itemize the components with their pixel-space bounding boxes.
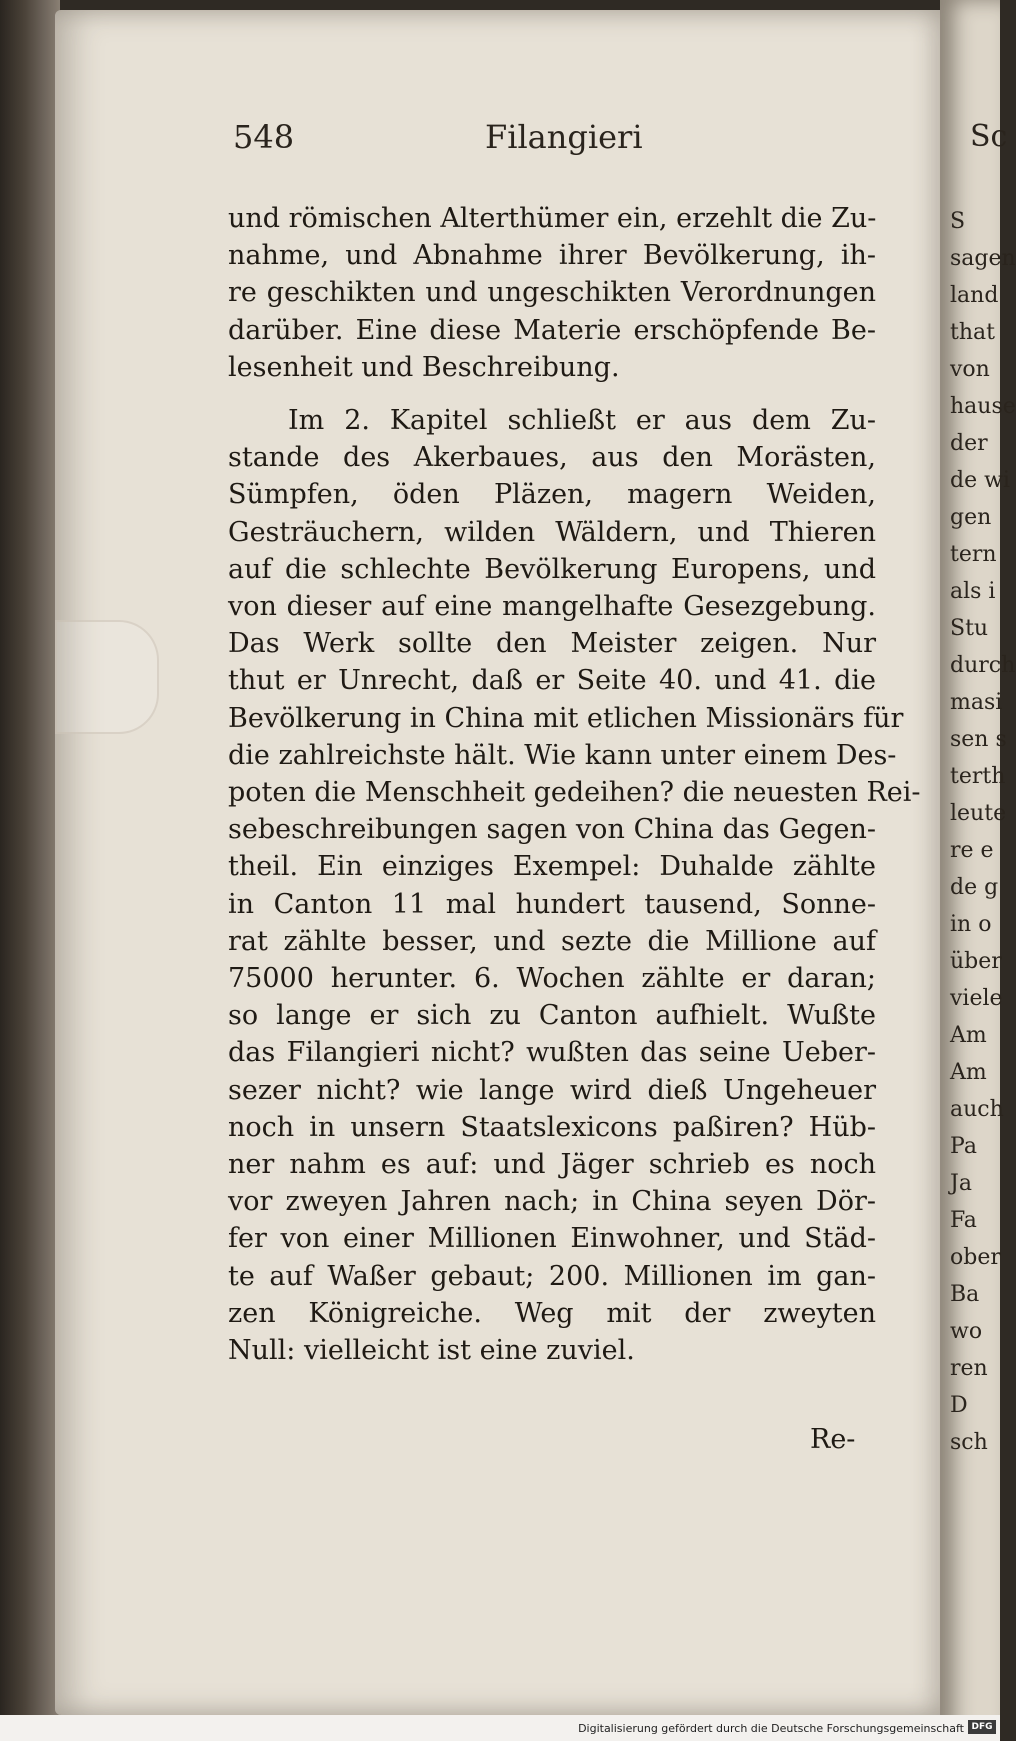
book-edge-left — [0, 0, 60, 1741]
text-line: vor zweyen Jahren nach; in China seyen Dör- — [228, 1186, 876, 1218]
right-line: S — [950, 209, 966, 234]
text-line: die zahlreichste hält. Wie kann unter einem Des- — [228, 739, 897, 771]
page-number: 548 — [233, 118, 295, 156]
text-line: lesenheit und Beschreibung. — [228, 351, 620, 383]
right-page-fragments — [940, 118, 1016, 1461]
right-line: terth — [950, 764, 1006, 789]
page-header — [233, 118, 873, 168]
right-page-header: Sc — [970, 119, 1008, 154]
right-line: ren — [950, 1356, 988, 1381]
text-line: Null: vielleicht ist eine zuviel. — [228, 1335, 635, 1367]
right-line: sen s — [950, 727, 1007, 752]
right-line: über — [950, 949, 1002, 974]
text-line: Sümpfen, öden Pläzen, magern Weiden, — [228, 479, 876, 511]
text-line: Bevölkerung in China mit etlichen Missionärs für — [228, 702, 904, 734]
right-line: land — [950, 283, 999, 308]
text-line: fer von einer Millionen Einwohner, und Städ- — [228, 1223, 876, 1255]
text-line: stande des Akerbaues, aus den Morästen, — [228, 442, 876, 474]
text-line: rat zählte besser, und sezte die Millione auf — [228, 925, 876, 957]
running-head: Filangieri — [485, 118, 643, 156]
right-line: hause — [950, 394, 1016, 419]
text-line: so lange er sich zu Canton aufhielt. Wußte — [228, 1000, 876, 1032]
text-line: das Filangieri nicht? wußten das seine Ueber- — [228, 1037, 876, 1069]
right-line: de wi — [950, 468, 1010, 493]
right-line: sch — [950, 1430, 988, 1455]
right-line: leute — [950, 801, 1007, 826]
text-line: ner nahm es auf: und Jäger schrieb es noch — [228, 1149, 876, 1181]
paragraph-2 — [228, 402, 921, 1369]
text-line: und römischen Alterthümer ein, erzehlt die Zu- — [228, 203, 877, 234]
text-line: sebeschreibungen sagen von China das Gegen- — [228, 814, 876, 846]
text-line: poten die Menschheit gedeihen? die neuesten Rei- — [228, 777, 921, 809]
right-line: der — [950, 431, 988, 456]
right-line: D — [950, 1393, 968, 1418]
right-line: sagen — [950, 246, 1016, 271]
right-line: Ja — [950, 1171, 972, 1196]
right-line: Fa — [950, 1208, 977, 1233]
book-page-right — [940, 0, 1016, 1741]
right-line: Ba — [950, 1282, 980, 1307]
right-line: Pa — [950, 1134, 977, 1159]
right-line: ober — [950, 1245, 1001, 1270]
right-line: de g — [950, 875, 999, 900]
text-line: theil. Ein einziges Exempel: Duhalde zählte — [228, 851, 876, 883]
body-text — [228, 200, 921, 1369]
text-line: te auf Waßer gebaut; 200. Millionen im gan- — [228, 1260, 876, 1292]
right-line: wo — [950, 1319, 983, 1344]
right-line: Am — [950, 1060, 987, 1085]
text-line: 75000 herunter. 6. Wochen zählte er daran; — [228, 963, 876, 995]
right-line: als i — [950, 579, 996, 604]
page-clip — [55, 620, 159, 734]
catchword: Re- — [810, 1424, 856, 1455]
text-line: re geschikten und ungeschikten Verordnungen — [228, 277, 876, 309]
text-line: nahme, und Abnahme ihrer Bevölkerung, ih- — [228, 240, 876, 272]
right-line: Stu — [950, 616, 989, 641]
text-line: auf die schlechte Bevölkerung Europens, und — [228, 553, 876, 585]
paragraph-1 — [228, 200, 876, 386]
footer-credit: Digitalisierung gefördert durch die Deutsche Forschungsgemeinschaft — [578, 1722, 964, 1735]
right-line: Am — [950, 1023, 987, 1048]
text-line: Im 2. Kapitel schließt er aus dem Zu- — [288, 405, 876, 437]
text-line: Gesträuchern, wilden Wäldern, und Thieren — [228, 516, 876, 548]
right-line: in o — [950, 912, 992, 937]
text-line: von dieser auf eine mangelhafte Gesezgebung. — [228, 591, 876, 623]
footer-bar — [0, 1715, 1000, 1741]
text-line: sezer nicht? wie lange wird dieß Ungeheuer — [228, 1074, 876, 1106]
text-line: Das Werk sollte den Meister zeigen. Nur — [228, 628, 876, 660]
right-line: that — [950, 320, 995, 345]
text-line: darüber. Eine diese Materie erschöpfende Be- — [228, 314, 876, 346]
text-line: noch in unsern Staatslexicons paßiren? Hüb- — [228, 1111, 876, 1143]
right-line: re e — [950, 838, 994, 863]
dfg-logo-icon: DFG — [968, 1720, 996, 1734]
right-line: masi — [950, 690, 1003, 715]
text-line: in Canton 11 mal hundert tausend, Sonne- — [228, 888, 876, 920]
text-line: thut er Unrecht, daß er Seite 40. und 41. die — [228, 665, 876, 697]
right-line: viele — [950, 986, 1003, 1011]
right-line: von — [950, 357, 990, 382]
text-line: zen Königreiche. Weg mit der zweyten — [228, 1297, 876, 1329]
right-line: tern — [950, 542, 997, 567]
right-line: durch — [950, 653, 1016, 678]
right-line: auch — [950, 1097, 1004, 1122]
right-line: gen — [950, 505, 992, 530]
